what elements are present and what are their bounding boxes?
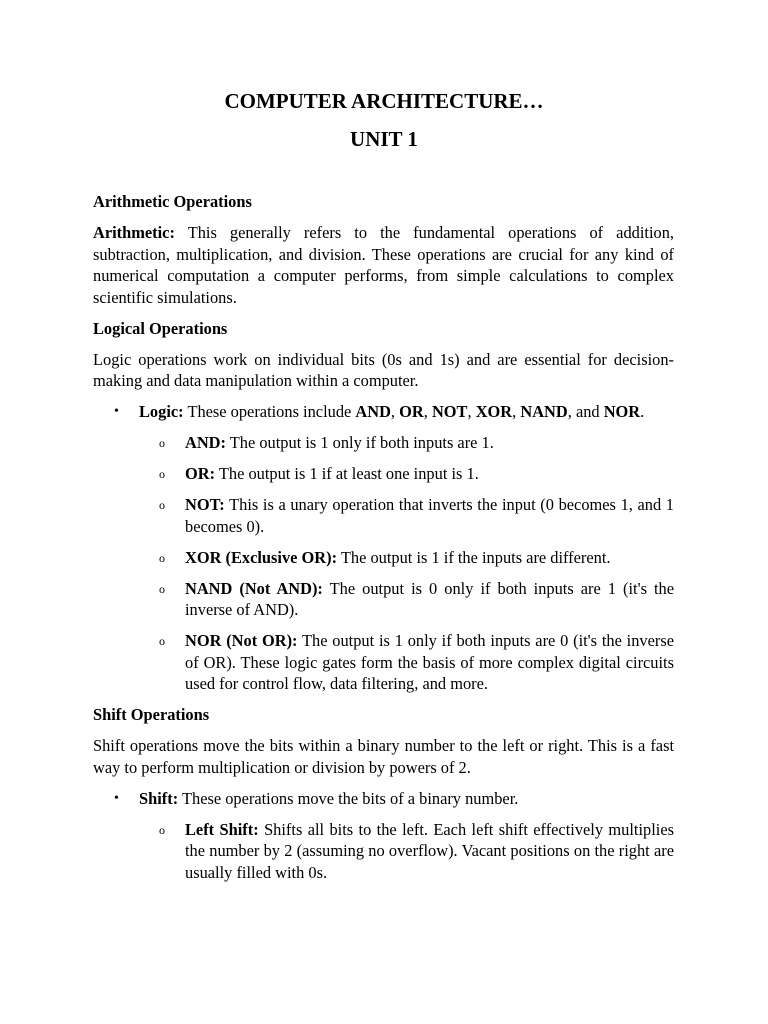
heading-shift-operations: Shift Operations bbox=[93, 705, 210, 724]
sub-bullet-circle: o bbox=[159, 822, 165, 837]
sub-bullet-circle: o bbox=[159, 634, 165, 648]
term-arithmetic: Arithmetic: bbox=[93, 223, 175, 242]
not-text: This is a unary operation that inverts the input (0 becomes 1, and 1 becomes 0). bbox=[185, 495, 674, 536]
logic-sublist bbox=[139, 432, 674, 695]
bullet-dot: • bbox=[114, 404, 119, 419]
op-nor: NOR bbox=[603, 402, 641, 421]
term-or: OR: bbox=[185, 464, 216, 483]
term-left-shift: Left Shift: bbox=[185, 819, 259, 839]
nand-text: The output is 0 only if both inputs are 1 (it's the inverse of AND). bbox=[185, 578, 675, 619]
sub-bullet-circle: o bbox=[159, 436, 165, 450]
document-subtitle: UNIT 1 bbox=[350, 127, 418, 151]
term-nor: NOR (Not OR): bbox=[185, 631, 298, 650]
op-xor: XOR bbox=[475, 402, 513, 421]
separator: , bbox=[467, 402, 472, 421]
list-item-shift bbox=[93, 788, 674, 884]
end-period: . bbox=[640, 402, 645, 421]
list-item-nor bbox=[139, 630, 674, 695]
op-or: OR bbox=[399, 402, 424, 421]
list-item-and bbox=[139, 432, 674, 454]
left-shift-text: Shifts all bits to the left. Each left shift effectively multiplies the number by 2 (assuming no overflow). Vacant positions on the right are usually filled with 0s. bbox=[185, 819, 674, 882]
sub-bullet-circle: o bbox=[159, 467, 165, 481]
separator: , bbox=[423, 402, 428, 421]
term-not: NOT: bbox=[185, 495, 225, 514]
arithmetic-text: This generally refers to the fundamental operations of addition, subtraction, multiplication, and division. These operations are crucial for any kind of numerical computation a computer performs, from simple calculations to complex scientific simulations. bbox=[93, 223, 674, 307]
document-title: COMPUTER ARCHITECTURE… bbox=[224, 89, 544, 113]
shift-sublist bbox=[139, 819, 674, 884]
paragraph-logical-intro: Logic operations work on individual bits (0s and 1s) and are essential for decision-making and data manipulation within a computer. bbox=[93, 349, 674, 390]
shift-list bbox=[93, 788, 674, 884]
list-item-nand bbox=[139, 578, 674, 621]
list-item-or bbox=[139, 463, 674, 485]
nor-text: The output is 1 only if both inputs are 0 (it's the inverse of OR). These logic gates form the basis of more complex digital circuits used for control flow, data filtering, and more. bbox=[185, 631, 674, 693]
and-word: and bbox=[575, 402, 600, 421]
separator: , bbox=[512, 402, 517, 421]
paragraph-shift-intro: Shift operations move the bits within a binary number to the left or right. This is a fast way to perform multiplication or division by powers of 2. bbox=[93, 736, 674, 777]
xor-text: The output is 1 if the inputs are different. bbox=[340, 547, 611, 567]
list-item-left-shift bbox=[139, 819, 674, 884]
op-not: NOT bbox=[431, 402, 468, 421]
bullet-dot: • bbox=[114, 790, 119, 806]
separator: , bbox=[567, 402, 572, 421]
heading-logical-operations: Logical Operations bbox=[93, 318, 228, 338]
list-item-logic bbox=[93, 401, 674, 695]
op-nand: NAND bbox=[520, 402, 568, 421]
list-item-not bbox=[139, 494, 674, 537]
term-nand: NAND (Not AND): bbox=[185, 578, 323, 598]
sub-bullet-circle: o bbox=[159, 581, 165, 596]
heading-arithmetic-operations: Arithmetic Operations bbox=[93, 192, 252, 211]
paragraph-arithmetic bbox=[93, 222, 674, 308]
logic-text: These operations include bbox=[187, 402, 352, 421]
term-logic: Logic: bbox=[139, 402, 184, 421]
list-item-xor bbox=[139, 547, 674, 569]
and-text: The output is 1 only if both inputs are 1. bbox=[229, 433, 494, 452]
term-shift: Shift: bbox=[139, 788, 179, 808]
logic-list bbox=[93, 401, 674, 695]
shift-text: These operations move the bits of a binary number. bbox=[181, 788, 519, 808]
or-text: The output is 1 if at least one input is 1. bbox=[218, 464, 479, 483]
op-and: AND bbox=[355, 402, 391, 421]
document-body bbox=[93, 191, 674, 893]
term-and: AND: bbox=[185, 433, 226, 452]
term-xor: XOR (Exclusive OR): bbox=[185, 547, 338, 567]
separator: , bbox=[390, 402, 396, 421]
sub-bullet-circle: o bbox=[159, 498, 165, 512]
sub-bullet-circle: o bbox=[159, 550, 165, 565]
